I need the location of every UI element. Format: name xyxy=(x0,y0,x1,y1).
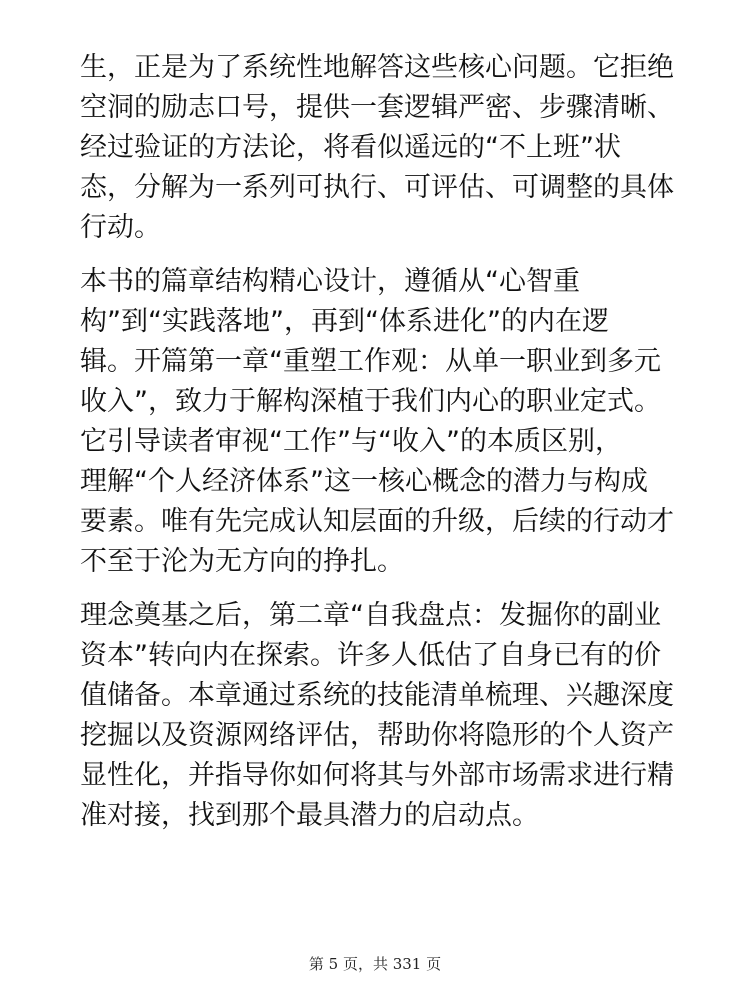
text-line: 收入”，致力于解构深植于我们内心的职业定式。 xyxy=(80,386,661,417)
text-line: 显性化，并指导你如何将其与外部市场需求进行精 xyxy=(80,760,674,791)
text-line: 不至于沦为无方向的挣扎。 xyxy=(80,546,404,577)
text-line: 行动。 xyxy=(80,212,161,243)
paragraph-2 xyxy=(80,262,680,582)
document-body xyxy=(80,48,680,850)
text-line: 辑。开篇第一章“重塑工作观：从单一职业到多元 xyxy=(80,346,661,377)
paragraph-3 xyxy=(80,596,680,836)
text-line: 构”到“实践落地”，再到“体系进化”的内在逻 xyxy=(80,306,609,337)
text-line: 经过验证的方法论，将看似遥远的“不上班”状 xyxy=(80,132,621,163)
paragraph-1 xyxy=(80,48,680,248)
text-line: 挖掘以及资源网络评估，帮助你将隐形的个人资产 xyxy=(80,720,674,751)
text-line: 态，分解为一系列可执行、可评估、可调整的具体 xyxy=(80,172,674,203)
page-number-footer: 第 5 页，共 331 页 xyxy=(308,955,442,973)
text-line: 资本”转向内在探索。许多人低估了自身已有的价 xyxy=(80,640,661,671)
text-line: 理念奠基之后，第二章“自我盘点：发掘你的副业 xyxy=(80,600,661,631)
text-line: 本书的篇章结构精心设计，遵循从“心智重 xyxy=(80,266,580,297)
text-line: 要素。唯有先完成认知层面的升级，后续的行动才 xyxy=(80,506,674,537)
text-line: 理解“个人经济体系”这一核心概念的潜力与构成 xyxy=(80,466,648,497)
text-line: 准对接，找到那个最具潜力的启动点。 xyxy=(80,800,539,831)
text-line: 生，正是为了系统性地解答这些核心问题。它拒绝 xyxy=(80,52,674,83)
text-line: 值储备。本章通过系统的技能清单梳理、兴趣深度 xyxy=(80,680,674,711)
text-line: 它引导读者审视“工作”与“收入”的本质区别， xyxy=(80,426,622,457)
text-line: 空洞的励志口号，提供一套逻辑严密、步骤清晰、 xyxy=(80,92,674,123)
